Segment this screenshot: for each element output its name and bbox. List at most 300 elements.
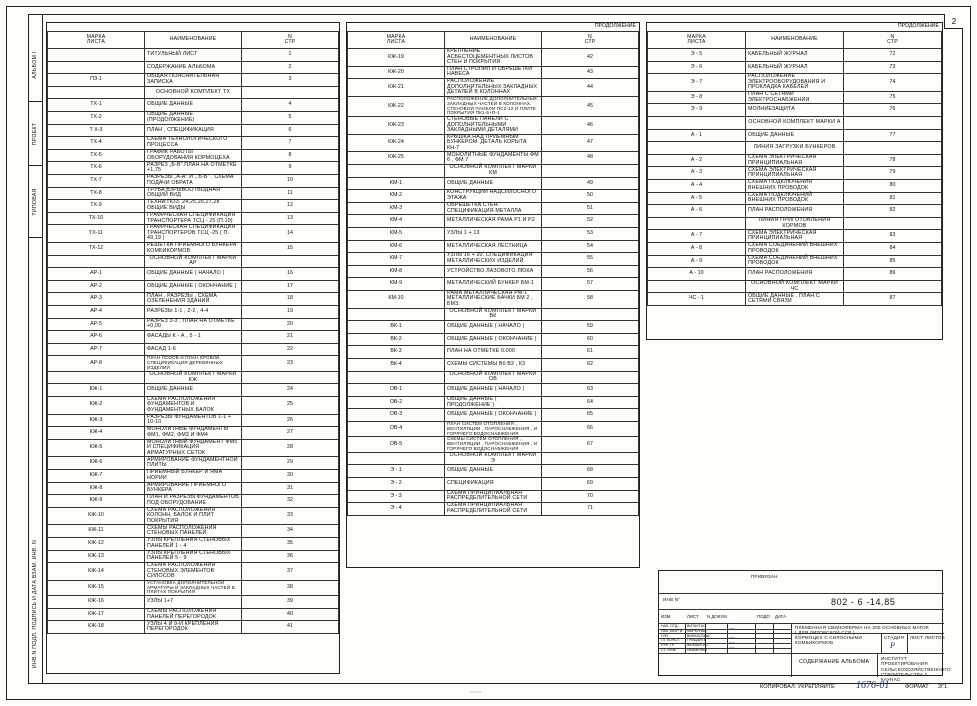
row-name: СХЕМЫ РАСПОЛОЖЕНИЯ СТЕНОВЫХ ПАНЕЛЕЙ	[145, 525, 242, 538]
tb-vline-sheet	[907, 633, 908, 653]
row-name: УЗЛЫ 1+7	[145, 596, 242, 609]
row-page-number: 12	[242, 200, 339, 213]
row-name: ЛИНИЯ ПРИГОТОВЛЕНИЯ КОРМОВ	[746, 217, 844, 230]
table-row	[348, 477, 639, 490]
table-row	[348, 308, 639, 321]
table-row	[48, 187, 339, 200]
row-sheet-mark: КЖ-6	[48, 457, 145, 470]
row-sheet-mark: КЖ-24	[348, 134, 445, 152]
row-name: ГРАФИЧЕСКАЯ СПЕЦИФИКАЦИЯ ТРАНСПОРТЕРОВ ТСЦ -25 ( П. 49,19 )	[145, 225, 242, 243]
tb-hline-2	[659, 609, 944, 610]
row-sheet-mark	[48, 255, 145, 268]
row-name: МЕТАЛЛИЧЕСКАЯ РАМА Р1 И Р2	[445, 215, 542, 228]
table-row	[48, 99, 339, 112]
table-row	[348, 202, 639, 215]
table-row	[648, 91, 942, 104]
strip-cell-project	[28, 102, 42, 166]
row-sheet-mark: КЖ-14	[48, 563, 145, 581]
row-page-number: 13	[242, 212, 339, 225]
col2-head	[347, 23, 639, 31]
row-sheet-mark	[348, 308, 445, 321]
signature-mark: ~~	[729, 626, 735, 632]
row-name: РАСПОЛОЖЕНИЕ ДОПОЛНИТЕЛЬНЫХ ЗАКЛАДНЫХ ЧАСТЕЙ В КОЛОННАХ. СТЕНОВОЙ ПАНЕЛИ ПС2-12 И ПЛИТЕ ПОКРЫТИЯ ПК1-5+П-1	[445, 96, 542, 116]
row-page-number: 63	[542, 384, 639, 397]
table-row	[648, 49, 942, 62]
th-sheet-2: МАРКА ЛИСТА	[348, 32, 445, 49]
sheets-label: ЛИСТОВ	[925, 635, 945, 640]
row-sheet-mark	[348, 165, 445, 178]
row-page-number: 74	[844, 74, 942, 92]
table-row	[348, 134, 639, 152]
row-page-number: 53	[542, 227, 639, 240]
row-sheet-mark: КМ-4	[348, 215, 445, 228]
row-page-number: 23	[242, 356, 339, 371]
row-sheet-mark: КМ-5	[348, 227, 445, 240]
row-page-number: 65	[542, 409, 639, 422]
row-name: ПЛАН И РАЗРЕЗЫ ФУНДАМЕНТОВ ПОД ОБОРУДОВАНИЕ	[145, 495, 242, 508]
row-page-number	[542, 308, 639, 321]
table-row	[348, 421, 639, 436]
row-page-number: 9	[242, 162, 339, 175]
row-name: КОНСТРУКЦИИ НАДСИЛОСНОГО ЭТАЖА	[445, 190, 542, 203]
row-page-number: 71	[542, 503, 639, 516]
table-row	[48, 621, 339, 634]
table-row	[48, 162, 339, 175]
table-row	[648, 192, 942, 205]
table-row	[48, 563, 339, 581]
row-sheet-mark: КМ-1	[348, 177, 445, 190]
row-sheet-mark: КЖ-12	[48, 538, 145, 551]
row-name: ОСНОВНОЙ КОМПЛЕКТ МАРКИ КМ	[445, 165, 542, 178]
row-sheet-mark: КМ-7	[348, 253, 445, 266]
table-row	[348, 503, 639, 516]
table-row	[48, 384, 339, 397]
row-page-number	[844, 117, 942, 130]
table-row	[648, 280, 942, 293]
table-row	[648, 217, 942, 230]
row-name: СХЕМА РАСПОЛОЖЕНИЯ КОЛОНН, БАЛОК И ПЛИТ ПОКРЫТИЯ	[145, 507, 242, 525]
row-name: ОБЩИЕ ДАННЫЕ	[445, 177, 542, 190]
row-page-number: 48	[542, 152, 639, 165]
row-name: РАСПОЛОЖЕНИЕ ЭЛЕКТРООБОРУДОВАНИЯ И ПРОКЛАДКА КАБЕЛЕЙ	[746, 74, 844, 92]
row-sheet-mark: Э - 5	[648, 49, 746, 62]
row-sheet-mark: КЖ-11	[48, 525, 145, 538]
row-page-number: 17	[242, 280, 339, 293]
table-row	[648, 293, 942, 306]
row-sheet-mark: ОВ-5	[348, 437, 445, 452]
row-name: ПЛАН СТРОПИЛ И ОБРЕШЕТКИ НАВЕСА	[445, 66, 542, 79]
table-row	[648, 129, 942, 142]
row-sheet-mark: АР-4	[48, 305, 145, 318]
row-page-number: 40	[242, 608, 339, 621]
row-sheet-mark: А - 4	[648, 179, 746, 192]
tb-hline-1	[659, 593, 944, 594]
row-name: МЕТАЛЛИЧЕСКИЙ БУНКЕР БМ-1	[445, 278, 542, 291]
row-name: РАЗРЕЗ 3-3 , ПЛАН НА ОТМЕТКЕ +0,00	[145, 318, 242, 331]
row-page-number: 72	[844, 49, 942, 62]
table-row	[648, 61, 942, 74]
row-name: ПЛАН ПОЛОВ И ПЛАН КРОВЛИ. СПЕЦИФИКАЦИЯ ДЕРЕВЯННЫХ ИЗДЕЛИЙ	[145, 356, 242, 371]
table-row	[48, 371, 339, 384]
row-sheet-mark: ТХ-7	[48, 174, 145, 187]
stamp-person-name: ЖЕМАЙТИС	[687, 643, 709, 648]
table-row	[648, 230, 942, 243]
row-name: КАБЕЛЬНЫЙ ЖУРНАЛ	[746, 61, 844, 74]
stage-value: Р	[890, 641, 895, 650]
row-page-number: 60	[542, 333, 639, 346]
row-sheet-mark: Э - 6	[648, 61, 746, 74]
row-name: ОСНОВНОЙ КОМПЛЕКТ МАРКИ КЖ	[145, 371, 242, 384]
row-page-number: 69	[542, 477, 639, 490]
table-row	[48, 495, 339, 508]
contents-column-2	[346, 22, 640, 568]
row-sheet-mark: ЧС - 1	[648, 293, 746, 306]
table-row	[48, 242, 339, 255]
row-page-number: 32	[242, 495, 339, 508]
row-sheet-mark: АР-5	[48, 318, 145, 331]
contents-table-3	[647, 31, 942, 306]
row-sheet-mark: КМ-10	[348, 290, 445, 308]
table-row	[348, 371, 639, 384]
row-name: РАЗРЕЗЫ ФУНДАМЕНТОВ 1-1 + 10-10	[145, 414, 242, 427]
row-page-number: 3	[242, 74, 339, 87]
table-row	[348, 96, 639, 116]
table-row	[648, 255, 942, 268]
row-name: СХЕМА СОЕДИНЕНИЙ ВНЕШНИХ ПРОВОДОК	[746, 255, 844, 268]
row-page-number: 20	[242, 318, 339, 331]
stamp-row-divider	[659, 653, 791, 654]
row-name: УЗЛЫ КРЕПЛЕНИЯ СТЕНОВЫХ ПАНЕЛЕЙ 1 - 4	[145, 538, 242, 551]
table-row	[48, 525, 339, 538]
table-row	[48, 124, 339, 137]
row-sheet-mark: КЖ-16	[48, 596, 145, 609]
table-row	[48, 396, 339, 414]
row-page-number	[542, 165, 639, 178]
row-page-number: 43	[542, 66, 639, 79]
stamp-person-name: ВИЛКАУСКАС	[687, 633, 711, 638]
title-block	[658, 570, 951, 683]
row-sheet-mark: ОВ-4	[348, 421, 445, 436]
row-sheet-mark: Э - 8	[648, 91, 746, 104]
row-page-number: 16	[242, 268, 339, 281]
row-sheet-mark: А - 10	[648, 268, 746, 281]
row-page-number: 64	[542, 396, 639, 409]
contents-column-3	[646, 22, 943, 340]
stamp-role-label: НАЧ. БЮР. И.	[661, 628, 684, 633]
table-row	[48, 280, 339, 293]
institute-name: ИНСТИТУТ ПРОЕКТИРОВАНИЯ СЕЛЬСКОХОЗЯЙСТВЕННОГО СТРОИТЕЛЬСТВА Г. КАУНАС	[881, 656, 951, 683]
row-sheet-mark: КМ-9	[348, 278, 445, 291]
contents-column-1	[46, 22, 340, 674]
row-sheet-mark: Э - 1	[348, 465, 445, 478]
row-sheet-mark: АР-2	[48, 280, 145, 293]
row-page-number: 8	[242, 149, 339, 162]
row-page-number: 75	[844, 91, 942, 104]
row-page-number	[242, 86, 339, 99]
inv-label: ИНВ N°	[663, 597, 681, 602]
table-row	[48, 439, 339, 457]
table-row	[348, 278, 639, 291]
row-page-number: 31	[242, 482, 339, 495]
row-name: СХЕМЫ РАСПОЛОЖЕНИЯ ПАНЕЛЕЙ ПЕРЕГОРОДОК	[145, 608, 242, 621]
stamp-person-name: ГРИЦАЙТЕ	[687, 638, 707, 643]
row-page-number: 5	[242, 111, 339, 124]
row-sheet-mark: КЖ-10	[48, 507, 145, 525]
row-page-number: 33	[242, 507, 339, 525]
row-name: ОБЩИЕ ДАННЫЕ	[145, 99, 242, 112]
page-number: 2	[944, 14, 963, 29]
row-page-number: 79	[844, 167, 942, 180]
table-row	[348, 490, 639, 503]
row-page-number: 38	[242, 580, 339, 595]
row-sheet-mark: А - 7	[648, 230, 746, 243]
stamp-row-divider	[659, 648, 791, 649]
row-page-number: 2	[242, 61, 339, 74]
row-sheet-mark: КМ-8	[348, 265, 445, 278]
row-page-number: 42	[542, 49, 639, 67]
row-name: ОБЩИЕ ДАННЫЕ ( ОКОНЧАНИЕ )	[445, 333, 542, 346]
row-sheet-mark: КМ-2	[348, 190, 445, 203]
row-name: ОСНОВНОЙ КОМПЛЕКТ МАРКИ АР	[145, 255, 242, 268]
row-name: СХЕМА ТЕХНОЛОГИЧЕСКОГО ПРОЦЕССА	[145, 137, 242, 150]
row-sheet-mark	[648, 217, 746, 230]
row-page-number: 36	[242, 550, 339, 563]
project-code: 802 - 6 -14.85	[831, 597, 896, 607]
table-row	[348, 290, 639, 308]
table-row	[348, 452, 639, 465]
table-row	[648, 167, 942, 180]
table-row	[48, 356, 339, 371]
strip-label-album: АЛЬБОМ I	[32, 50, 38, 79]
table-row	[348, 215, 639, 228]
row-page-number: 4	[242, 99, 339, 112]
table-row	[348, 253, 639, 266]
izm-header-0: ИЗМ	[661, 614, 671, 619]
row-name: АРМИРОВАНИЕ ПРИЕМНОГО БУНКЕРА	[145, 482, 242, 495]
row-sheet-mark: КЖ-2	[48, 396, 145, 414]
table-row	[648, 117, 942, 130]
row-sheet-mark: АР-8	[48, 356, 145, 371]
table-row	[48, 427, 339, 440]
row-name: УСТАНОВКА ДОПОЛНИТЕЛЬНОЙ АРМАТУРЫ И ЗАКЛАДНЫХ ЧАСТЕЙ В ПЛИТАХ ПОКРЫТИЯ	[145, 580, 242, 595]
row-sheet-mark: Э - 4	[348, 503, 445, 516]
row-page-number	[242, 255, 339, 268]
row-name: МОЛНИЕЗАЩИТА	[746, 104, 844, 117]
row-page-number: 85	[844, 255, 942, 268]
row-sheet-mark: КЖ-1	[48, 384, 145, 397]
table-row	[348, 384, 639, 397]
row-page-number: 54	[542, 240, 639, 253]
row-sheet-mark: А - 8	[648, 242, 746, 255]
row-sheet-mark: ОВ-2	[348, 396, 445, 409]
row-name: ОБЩИЕ ДАННЫЕ ( НАЧАЛО )	[445, 321, 542, 334]
table-row	[48, 305, 339, 318]
format-value: 2Г1	[938, 684, 948, 690]
row-page-number: 57	[542, 278, 639, 291]
row-name: УЗЛЫ 4 И 9-И КРЕПЛЕНИЯ ПЕРЕГОРОДОК	[145, 621, 242, 634]
table-row	[348, 437, 639, 452]
row-name: ГРАФИЧЕСКАЯ СПЕЦИФИКАЦИЯ ТРАНСПОРТЕРА ТСЦ - 25 (П.19)	[145, 212, 242, 225]
row-sheet-mark: КЖ-5	[48, 439, 145, 457]
signature-mark: ~~	[729, 631, 735, 637]
continuation-label-3: ПРОДОЛЖЕНИЕ	[897, 23, 939, 29]
row-sheet-mark	[48, 371, 145, 384]
izm-header-1: ЛИСТ	[687, 614, 699, 619]
row-sheet-mark: Э - 9	[648, 104, 746, 117]
table-row	[48, 137, 339, 150]
row-name: РЕШЕТКА ПРИЕМНОГО БУНКЕРА КОМБИКОРМОВ	[145, 242, 242, 255]
row-sheet-mark: ПЗ-1	[48, 74, 145, 87]
row-page-number: 66	[542, 421, 639, 436]
table-row	[48, 538, 339, 551]
table-row	[48, 225, 339, 243]
row-sheet-mark: ТХ-10	[48, 212, 145, 225]
row-page-number: 77	[844, 129, 942, 142]
row-name: СХЕМА ПОДКЛЮЧЕНИЯ ВНЕШНИХ ПРОВОДОК	[746, 179, 844, 192]
table-row	[48, 469, 339, 482]
copy-number: 1676-01	[856, 680, 890, 691]
row-page-number	[542, 371, 639, 384]
row-sheet-mark	[48, 49, 145, 62]
row-sheet-mark: КМ-6	[348, 240, 445, 253]
row-page-number: 7	[242, 137, 339, 150]
table-header-row	[48, 32, 339, 49]
row-sheet-mark: ОВ-1	[348, 384, 445, 397]
table-row	[348, 265, 639, 278]
contents-table-1	[47, 31, 339, 634]
signature-mark: ~~	[729, 636, 735, 642]
stamp-role-label: ГЛ. КОНСТ.	[661, 638, 680, 643]
row-page-number: 41	[242, 621, 339, 634]
row-name: УЗЛЫ КРЕПЛЕНИЯ СТЕНОВЫХ ПАНЕЛЕЙ 5 - 9	[145, 550, 242, 563]
th-sheet-1: МАРКА ЛИСТА	[48, 32, 145, 49]
row-sheet-mark	[48, 61, 145, 74]
table-row	[48, 111, 339, 124]
row-sheet-mark	[348, 371, 445, 384]
row-name: СХЕМА ПРИНЦИПИАЛЬНАЯ РАСПРЕДЕЛИТЕЛЬНОЙ СЕТИ	[445, 503, 542, 516]
row-name: ПРИЕМНЫЙ БУНКЕР И ЯМА НОРИИ	[145, 469, 242, 482]
table-row	[48, 318, 339, 331]
table-row	[648, 154, 942, 167]
strip-label-project: ПРОЕКТ	[32, 122, 38, 145]
row-sheet-mark: КЖ-25	[348, 152, 445, 165]
row-sheet-mark: КЖ-18	[48, 621, 145, 634]
row-page-number: 70	[542, 490, 639, 503]
th-page-3: N СТР	[844, 32, 942, 49]
row-page-number: 45	[542, 96, 639, 116]
row-page-number: 27	[242, 427, 339, 440]
table-row	[348, 117, 639, 135]
table-row	[48, 61, 339, 74]
table-row	[48, 414, 339, 427]
row-page-number: 73	[844, 61, 942, 74]
th-page-1: N СТР	[242, 32, 339, 49]
row-page-number: 82	[844, 205, 942, 218]
row-page-number: 49	[542, 177, 639, 190]
row-sheet-mark: КМ-3	[348, 202, 445, 215]
row-name: ОБЩИЕ ДАННЫЕ	[145, 384, 242, 397]
row-page-number: 46	[542, 117, 639, 135]
row-name: ПЛАН С СЕТЯМИ ЭЛЕКТРОСНАБЖЕНИЯ	[746, 91, 844, 104]
row-sheet-mark: А - 2	[648, 154, 746, 167]
row-name: ПЛАН НА ОТМЕТКЕ 0.000	[445, 346, 542, 359]
row-sheet-mark: ТХ-5	[48, 149, 145, 162]
row-sheet-mark: Э - 3	[348, 490, 445, 503]
row-page-number: 22	[242, 343, 339, 356]
row-sheet-mark: ТХ-1	[48, 99, 145, 112]
row-page-number: 76	[844, 104, 942, 117]
row-page-number: 62	[542, 358, 639, 371]
row-page-number	[542, 452, 639, 465]
row-name: СПЕЦИФИКАЦИЯ	[445, 477, 542, 490]
row-sheet-mark: ТХ-9	[48, 200, 145, 213]
row-name: АРМИРОВАНИЕ ФУНДАМЕНТНОЙ ПЛИТЫ	[145, 457, 242, 470]
table-header-row	[348, 32, 639, 49]
stamp-row-divider	[659, 633, 791, 634]
row-name: ОСНОВНОЙ КОМПЛЕКТ МАРКИ А	[746, 117, 844, 130]
row-name: КАБЕЛЬНЫЙ ЖУРНАЛ	[746, 49, 844, 62]
row-page-number: 11	[242, 187, 339, 200]
row-name: УСТРОЙСТВО ЛАЗОВОГО ЛЮКА	[445, 265, 542, 278]
row-page-number: 81	[844, 192, 942, 205]
row-sheet-mark: ВК-2	[348, 333, 445, 346]
row-name: РАЗРЕЗЫ 1-1 , 2-2 , 4-4	[145, 305, 242, 318]
row-page-number: 67	[542, 437, 639, 452]
table-row	[48, 550, 339, 563]
row-name: СХЕМА ЭЛЕКТРИЧЕСКАЯ ПРИНЦИПИАЛЬНАЯ	[746, 167, 844, 180]
row-name: СХЕМА РАСПОЛОЖЕНИЯ СТЕНОВЫХ ЭЛЕМЕНТОВ СИЛОСОВ	[145, 563, 242, 581]
table-row	[348, 49, 639, 67]
row-name: ФАСАД 1-6	[145, 343, 242, 356]
row-name: МОНОЛИТНЫЙ ФУНДАМЕНТ ФМ5 И СПЕЦИФИКАЦИЯ АРМАТУРНЫХ СЕТОК	[145, 439, 242, 457]
row-sheet-mark: А - 5	[648, 192, 746, 205]
continuation-label-2: ПРОДОЛЖЕНИЕ	[594, 23, 636, 29]
row-page-number: 29	[242, 457, 339, 470]
table-row	[348, 79, 639, 97]
row-sheet-mark: А - 3	[648, 167, 746, 180]
table-row	[348, 409, 639, 422]
row-page-number: 84	[844, 242, 942, 255]
row-sheet-mark: АР-7	[48, 343, 145, 356]
row-name: СХЕМА РАСПОЛОЖЕНИЯ ФУНДАМЕНТОВ И ФУНДАМЕНТНЫХ БАЛОК	[145, 396, 242, 414]
row-page-number: 6	[242, 124, 339, 137]
row-page-number: 86	[844, 268, 942, 281]
row-sheet-mark: КЖ-3	[48, 414, 145, 427]
row-page-number	[844, 217, 942, 230]
row-name: КРЫШКА НАД ПРИЕМНЫМ БУНКЕРОМ. ДЕТАЛЬ КОРЫТА КН-7	[445, 134, 542, 152]
row-page-number: 35	[242, 538, 339, 551]
table-row	[48, 74, 339, 87]
table-row	[48, 200, 339, 213]
object-subtitle: КОРМОЦЕХ С СИЛОСНЫМИ КОМБИКОРМОВ	[795, 635, 863, 646]
row-page-number: 68	[542, 465, 639, 478]
row-name: СХЕМА ЭЛЕКТРИЧЕСКАЯ ПРИНЦИПИАЛЬНАЯ	[746, 230, 844, 243]
row-name: ОБЩАЯ ПОЯСНИТЕЛЬНАЯ ЗАПИСКА	[145, 74, 242, 87]
table-row	[48, 86, 339, 99]
table-row	[48, 268, 339, 281]
row-name: ФАСАДЫ К - А , 5 - 1	[145, 331, 242, 344]
row-page-number: 50	[542, 190, 639, 203]
row-name: ОБЩИЕ ДАННЫЕ (ПРОДОЛЖЕНИЕ)	[145, 111, 242, 124]
row-sheet-mark: КЖ-8	[48, 482, 145, 495]
row-page-number: 87	[844, 293, 942, 306]
strip-label-inv: ИНВ.N ПОДЛ. ПОДПИСЬ И ДАТА ВЗАМ. ИНВ. N	[32, 539, 38, 669]
row-name: РАЗРЕЗЫ „А-А" И „ Б-Б" . СХЕМА ПОДАЧИ ОБРАТА	[145, 174, 242, 187]
row-name: ПЛАН , СПЕЦИФИКАЦИЯ	[145, 124, 242, 137]
table-row	[48, 49, 339, 62]
row-page-number: 10	[242, 174, 339, 187]
row-name: УЗЛЫ 1 + 13	[445, 227, 542, 240]
